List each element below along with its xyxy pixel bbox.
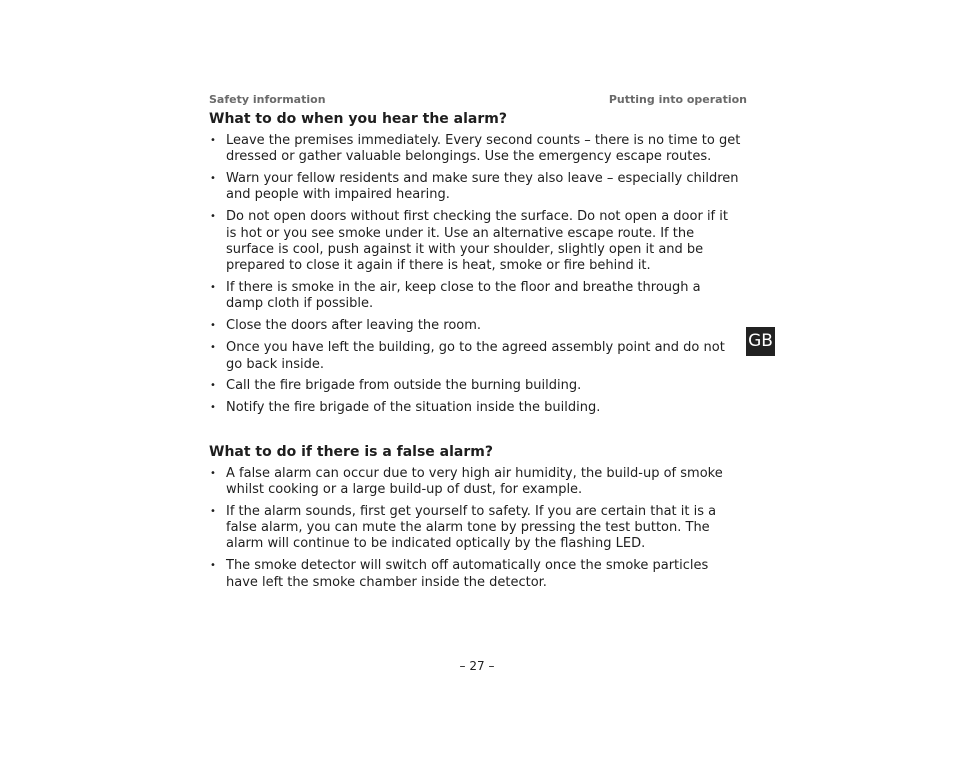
list-item bbox=[209, 318, 741, 334]
language-tab-gb: GB bbox=[746, 327, 775, 356]
list-item bbox=[209, 378, 741, 394]
list-item bbox=[209, 504, 741, 553]
list-item-text: Close the doors after leaving the room. bbox=[226, 318, 482, 334]
list-item-text: The smoke detector will switch off automatically once the smoke particles have left the smoke chamber inside the detector. bbox=[226, 558, 709, 590]
list-item-text: Warn your fellow residents and make sure they also leave – especially children and people with impaired hearing. bbox=[226, 171, 739, 203]
list-item bbox=[209, 400, 741, 416]
header-chapter-title: Putting into operation bbox=[608, 93, 747, 106]
main-content bbox=[209, 110, 741, 596]
list-item-text: Leave the premises immediately. Every second counts – there is no time to get dressed or gather valuable belongings. Use the emergency escape routes. bbox=[226, 133, 741, 165]
list-item bbox=[209, 466, 741, 499]
bullet-icon: • bbox=[210, 135, 216, 146]
bullet-icon: • bbox=[210, 320, 216, 332]
bullet-icon: • bbox=[210, 342, 216, 354]
bullet-icon: • bbox=[210, 560, 216, 572]
bullet-icon: • bbox=[210, 505, 216, 517]
list-item bbox=[209, 340, 741, 373]
list-item bbox=[209, 171, 741, 204]
list-item bbox=[209, 280, 741, 313]
bullet-icon: • bbox=[210, 380, 216, 392]
list-item-text: Notify the fire brigade of the situation inside the building. bbox=[226, 400, 601, 416]
list-item-text: If there is smoke in the air, keep close to the floor and breathe through a damp cloth if possible. bbox=[226, 280, 701, 312]
bullet-icon: • bbox=[210, 402, 216, 414]
bullet-icon: • bbox=[210, 282, 216, 294]
page-number: – 27 – bbox=[459, 659, 495, 673]
header-section-title: Safety information bbox=[209, 93, 326, 106]
list-item bbox=[209, 209, 741, 274]
heading-alarm: What to do when you hear the alarm? bbox=[209, 111, 507, 127]
running-header bbox=[209, 93, 747, 107]
list-item bbox=[209, 558, 741, 591]
heading-false-alarm: What to do if there is a false alarm? bbox=[209, 443, 493, 460]
list-item-text: Once you have left the building, go to the agreed assembly point and do not go back inside. bbox=[226, 340, 725, 372]
list-item-text: Call the fire brigade from outside the burning building. bbox=[226, 378, 582, 394]
false-alarm-list bbox=[209, 466, 741, 591]
list-item-text: If the alarm sounds, first get yourself to safety. If you are certain that it is a false alarm, you can mute the alarm tone by pressing the test button. The alarm will continue to be indicated optically by the flashing LED. bbox=[226, 503, 717, 552]
list-item bbox=[209, 133, 741, 166]
alarm-instructions-list bbox=[209, 133, 741, 417]
bullet-icon: • bbox=[210, 467, 216, 479]
list-item-text: Do not open doors without first checking the surface. Do not open a door if it is hot or you see smoke under it. Use an alternative escape route. If the surface is cool, push against it with your shoulder, slightly open it and be prepared to close it again if there is heat, smoke or fire behind it. bbox=[226, 209, 728, 274]
bullet-icon: • bbox=[210, 211, 216, 223]
bullet-icon: • bbox=[210, 173, 216, 185]
list-item-text: A false alarm can occur due to very high air humidity, the build-up of smoke whilst cooking or a large build-up of dust, for example. bbox=[226, 465, 723, 497]
